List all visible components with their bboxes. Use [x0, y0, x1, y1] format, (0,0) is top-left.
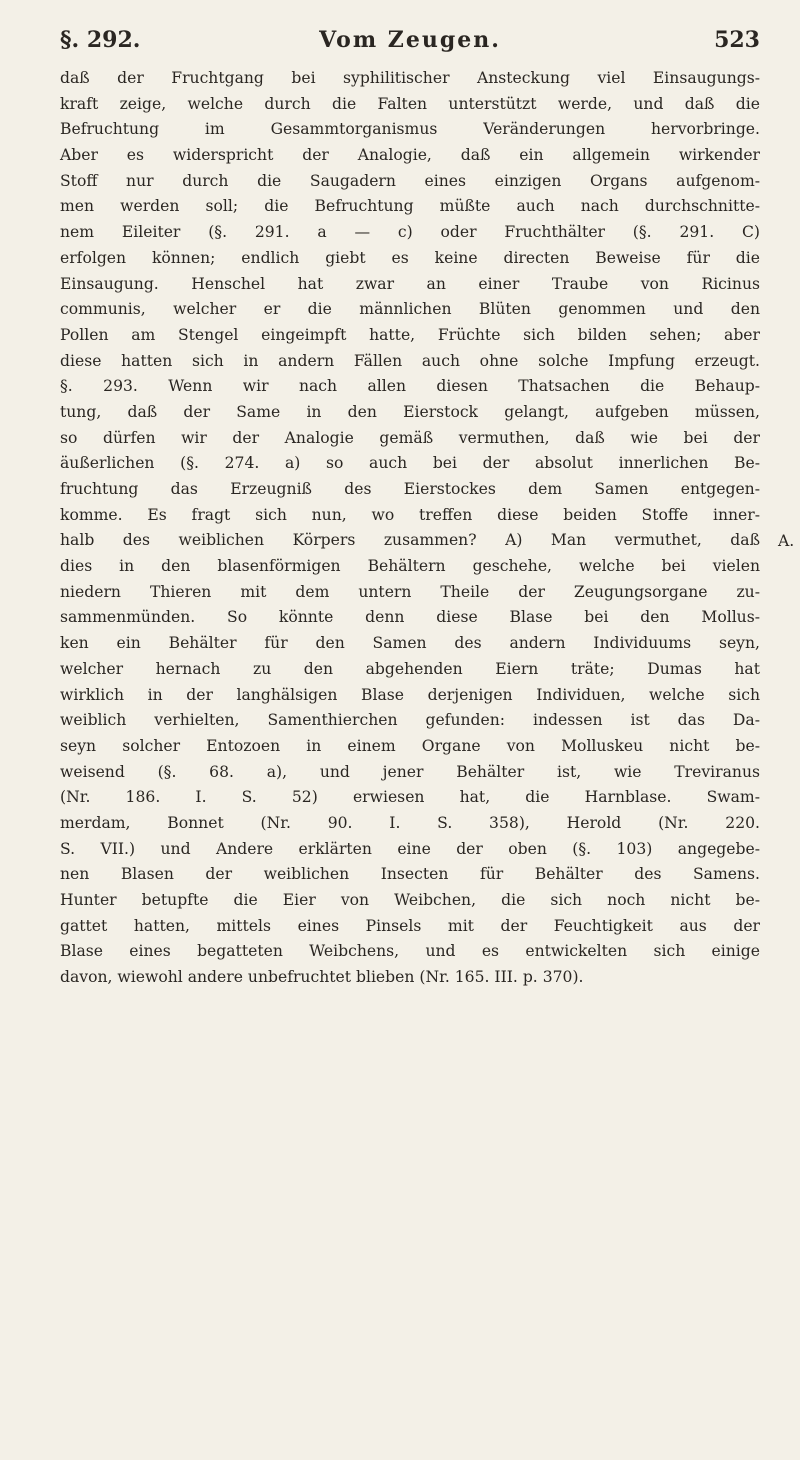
text-line: tung, daß der Same in den Eierstock gelangt, aufgeben müssen, — [60, 402, 760, 421]
text-line: gattet hatten, mittels eines Pinsels mit der Feuchtigkeit aus der — [60, 916, 760, 935]
text-line: Befruchtung im Gesammtorganismus Veränderungen hervorbringe. — [60, 120, 760, 139]
text-line: men werden soll; die Befruchtung müßte auch nach durchschnitte- — [60, 197, 760, 216]
text-line: weisend (§. 68. a), und jener Behälter ist, wie Treviranus — [60, 762, 760, 781]
page-header — [60, 22, 760, 58]
text-line: merdam, Bonnet (Nr. 90. I. S. 358), Herold (Nr. 220. — [60, 813, 760, 832]
text-line: kraft zeige, welche durch die Falten unterstützt werde, und daß die — [60, 94, 760, 113]
text-line: äußerlichen (§. 274. a) so auch bei der absolut innerlichen Be- — [60, 454, 760, 473]
text-line: communis, welcher er die männlichen Blüten genommen und den — [60, 300, 760, 319]
text-line: nem Eileiter (§. 291. a — c) oder Fruchthälter (§. 291. C) — [60, 223, 760, 242]
section-number: §. 292. — [60, 27, 141, 53]
text-line: Pollen am Stengel eingeimpft hatte, Früchte sich bilden sehen; aber — [60, 325, 760, 344]
running-title: Vom Zeugen. — [319, 27, 501, 53]
text-line: welcher hernach zu den abgehenden Eiern träte; Dumas hat — [60, 659, 760, 678]
text-line: Hunter betupfte die Eier von Weibchen, die sich noch nicht be- — [60, 891, 760, 909]
text-line: §. 293. Wenn wir nach allen diesen Thatsachen die Behaup- — [60, 377, 760, 396]
text-line: nen Blasen der weiblichen Insecten für Behälter des Samens. — [60, 865, 760, 884]
text-line: fruchtung das Erzeugniß des Eierstockes dem Samen entgegen- — [60, 480, 760, 498]
text-line: wirklich in der langhälsigen Blase derjenigen Individuen, welche sich — [60, 685, 760, 704]
text-line: Aber es widerspricht der Analogie, daß ein allgemein wirkender — [60, 146, 760, 165]
text-line: Blase eines begatteten Weibchens, und es entwickelten sich einige — [60, 942, 760, 961]
text-line: daß der Fruchtgang bei syphilitischer Ansteckung viel Einsaugungs- — [60, 69, 760, 87]
text-line: Stoff nur durch die Saugadern eines einzigen Organs aufgenom- — [60, 171, 760, 190]
text-line: weiblich verhielten, Samenthierchen gefunden: indessen ist das Da- — [60, 711, 760, 730]
text-line: davon, wiewohl andere unbefruchtet blieben (Nr. 165. III. p. 370). — [60, 968, 584, 987]
text-line: ken ein Behälter für den Samen des andern Individuums seyn, — [60, 634, 760, 653]
text-line: diese hatten sich in andern Fällen auch ohne solche Impfung erzeugt. — [60, 351, 760, 370]
page-number: 523 — [714, 27, 760, 53]
text-line: Einsaugung. Henschel hat zwar an einer Traube von Ricinus — [60, 274, 760, 293]
text-line: dies in den blasenförmigen Behältern geschehe, welche bei vielen — [60, 557, 760, 576]
text-line: S. VII.) und Andere erklärten eine der oben (§. 103) angegebe- — [60, 839, 760, 858]
text-line: erfolgen können; endlich giebt es keine directen Beweise für die — [60, 248, 760, 267]
text-line: komme. Es fragt sich nun, wo treffen diese beiden Stoffe inner- — [60, 505, 760, 524]
text-line: sammenmünden. So könnte denn diese Blase bei den Mollus- — [60, 608, 760, 627]
text-line: niedern Thieren mit dem untern Theile der Zeugungsorgane zu- — [60, 582, 760, 601]
text-line: halb des weiblichen Körpers zusammen? A) Man vermuthet, daß — [60, 531, 760, 550]
text-line: so dürfen wir der Analogie gemäß vermuthen, daß wie bei der — [60, 428, 760, 447]
body-text — [60, 66, 795, 991]
text-line: (Nr. 186. I. S. 52) erwiesen hat, die Harnblase. Swam- — [60, 788, 760, 807]
text-line: seyn solcher Entozoen in einem Organe von Molluskeu nicht be- — [60, 736, 760, 755]
margin-note: A. — [778, 531, 795, 550]
